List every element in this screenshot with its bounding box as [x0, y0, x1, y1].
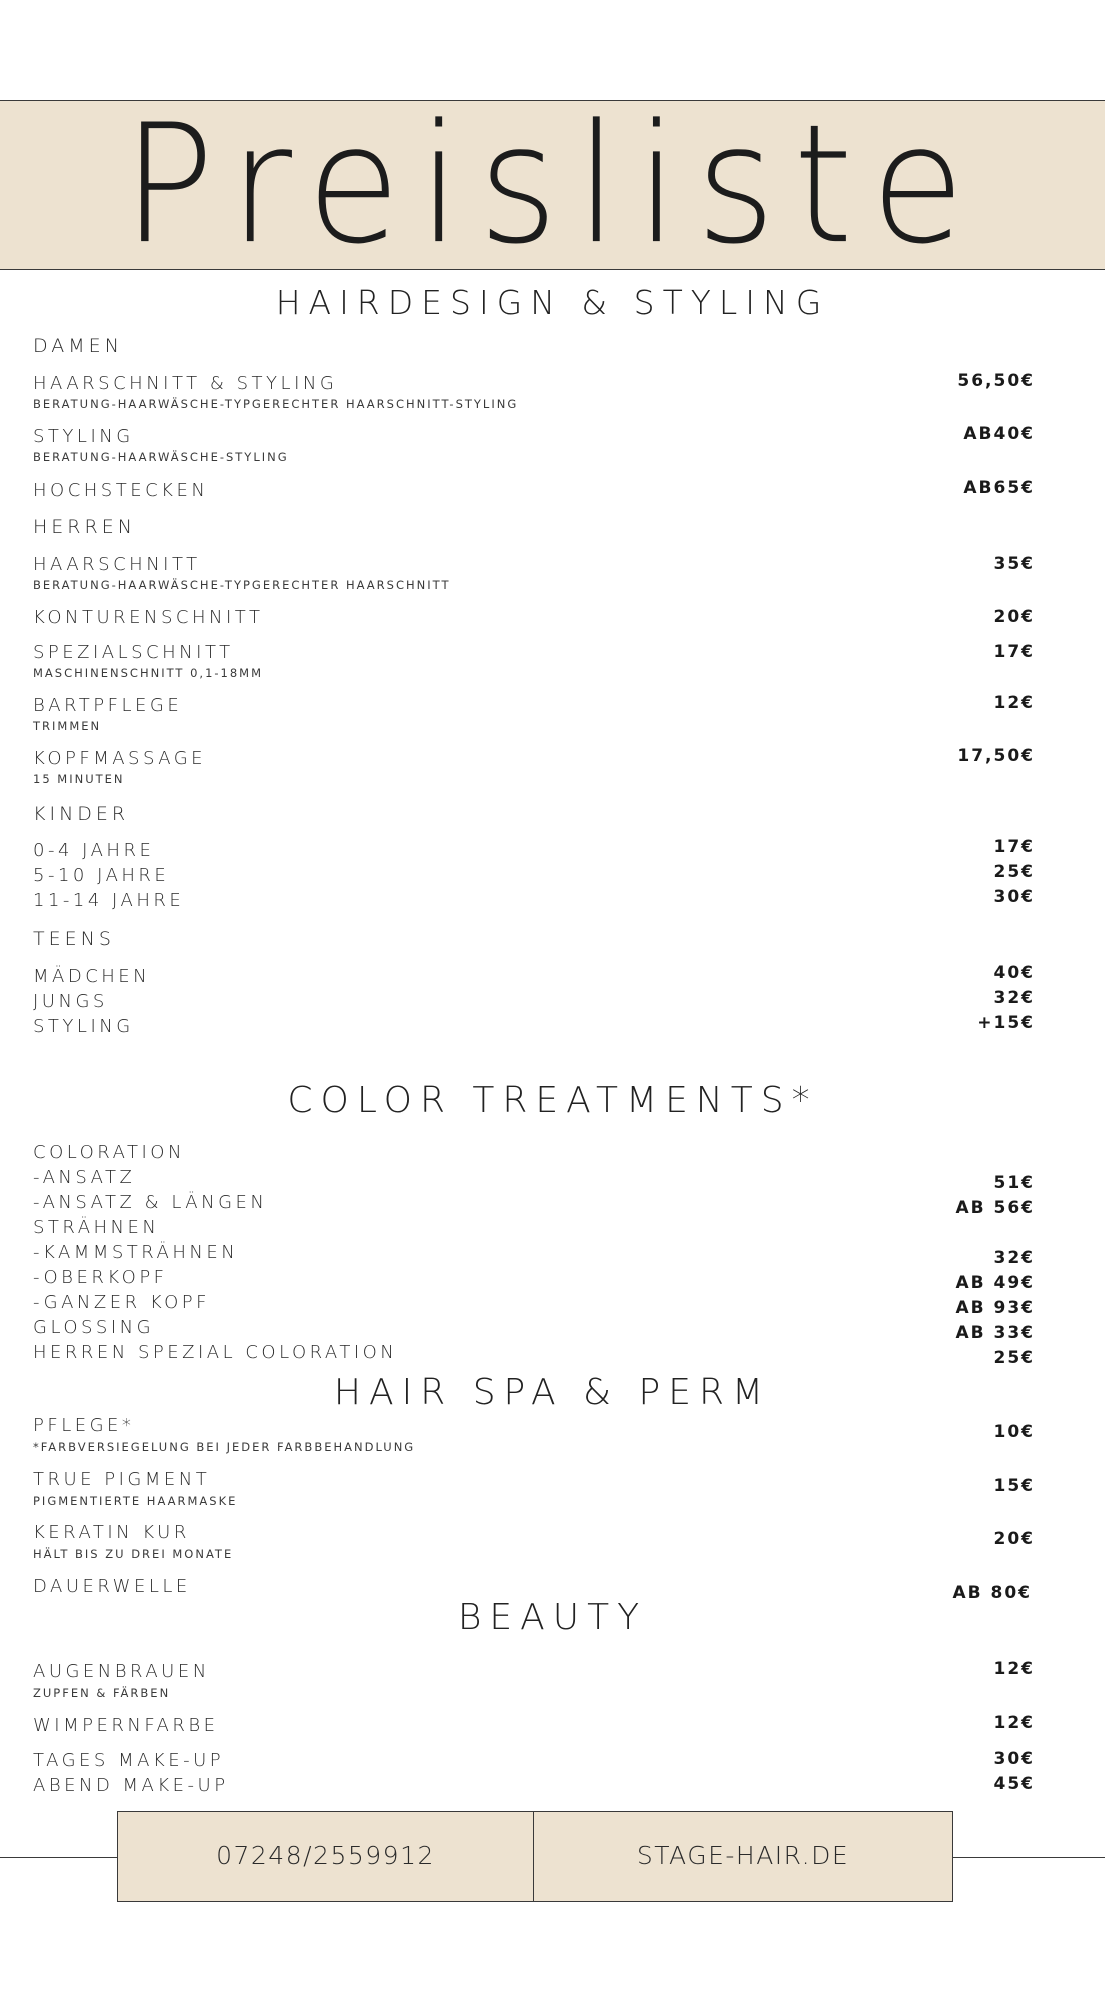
section-heading-hair-spa: HAIR SPA & PERM [333, 1372, 772, 1413]
item-damen-haarschnitt-desc: BERATUNG-HAARWÄSCHE-TYPGERECHTER HAARSCHNITT-STYLING [33, 397, 519, 411]
price-damen-haarschnitt: 56,50€ [957, 371, 1035, 391]
category-herren: HERREN [33, 516, 136, 538]
item-bartpflege-desc: TRIMMEN [33, 719, 102, 733]
price-oberkopf: AB 49€ [955, 1273, 1035, 1293]
item-damen-styling-desc: BERATUNG-HAARWÄSCHE-STYLING [33, 450, 289, 464]
item-herren-spezial-coloration: HERREN SPEZIAL COLORATION [33, 1342, 398, 1363]
title-banner [0, 88, 1105, 281]
item-konturenschnitt: KONTURENSCHNITT [33, 607, 264, 628]
item-coloration: COLORATION [33, 1142, 185, 1163]
item-damen-styling: STYLING [33, 426, 134, 447]
item-glossing: GLOSSING [33, 1317, 155, 1338]
item-teens-styling: STYLING [33, 1016, 134, 1037]
price-bartpflege: 12€ [993, 693, 1035, 713]
section-heading-color-treatments: COLOR TREATMENTS* [287, 1080, 818, 1121]
price-abend-make-up: 45€ [993, 1774, 1035, 1794]
price-kinder-0-4: 17€ [993, 837, 1035, 857]
price-pflege: 10€ [993, 1422, 1035, 1442]
item-tages-make-up: TAGES MAKE-UP [33, 1750, 225, 1771]
price-kammstraehnen: 32€ [993, 1248, 1035, 1268]
item-keratin-kur-desc: HÄLT BIS ZU DREI MONATE [33, 1547, 234, 1561]
category-kinder: KINDER [33, 803, 130, 825]
category-damen: DAMEN [33, 335, 123, 357]
item-kinder-11-14: 11-14 JAHRE [33, 890, 185, 911]
price-herren-haarschnitt: 35€ [993, 554, 1035, 574]
price-konturenschnitt: 20€ [993, 607, 1035, 627]
item-abend-make-up: ABEND MAKE-UP [33, 1775, 229, 1796]
item-spezialschnitt: SPEZIALSCHNITT [33, 642, 234, 663]
item-bartpflege: BARTPFLEGE [33, 695, 183, 716]
item-teens-jungs: JUNGS [33, 991, 108, 1012]
price-spezialschnitt: 17€ [993, 642, 1035, 662]
item-kopfmassage-desc: 15 MINUTEN [33, 772, 125, 786]
price-tages-make-up: 30€ [993, 1749, 1035, 1769]
price-glossing: AB 33€ [955, 1323, 1035, 1343]
item-pflege-desc: *FARBVERSIEGELUNG BEI JEDER FARBBEHANDLUNG [33, 1440, 416, 1454]
item-pflege: PFLEGE* [33, 1415, 135, 1436]
item-oberkopf: -OBERKOPF [33, 1267, 168, 1288]
price-dauerwelle: AB 80€ [952, 1583, 1032, 1603]
price-ansatz-laengen: AB 56€ [955, 1198, 1035, 1218]
price-herren-spezial-coloration: 25€ [993, 1348, 1035, 1368]
footer-website[interactable]: STAGE-HAIR.DE [534, 1811, 953, 1902]
price-ganzer-kopf: AB 93€ [955, 1298, 1035, 1318]
item-ansatz-laengen: -ANSATZ & LÄNGEN [33, 1192, 268, 1213]
item-true-pigment: TRUE PIGMENT [33, 1469, 211, 1490]
item-herren-haarschnitt-desc: BERATUNG-HAARWÄSCHE-TYPGERECHTER HAARSCHNITT [33, 578, 451, 592]
category-teens: TEENS [33, 928, 115, 950]
price-damen-styling: AB40€ [963, 424, 1035, 444]
item-ansatz: -ANSATZ [33, 1167, 136, 1188]
item-kinder-0-4: 0-4 JAHRE [33, 840, 155, 861]
item-ganzer-kopf: -GANZER KOPF [33, 1292, 211, 1313]
item-damen-haarschnitt: HAARSCHNITT & STYLING [33, 373, 338, 394]
item-kinder-5-10: 5-10 JAHRE [33, 865, 170, 886]
item-wimpernfarbe: WIMPERNFARBE [33, 1715, 219, 1736]
footer-phone[interactable]: 07248/2559912 [117, 1811, 534, 1902]
item-true-pigment-desc: PIGMENTIERTE HAARMASKE [33, 1494, 238, 1508]
section-heading-beauty: BEAUTY [457, 1597, 648, 1638]
page-title: Preisliste [122, 88, 983, 281]
item-herren-haarschnitt: HAARSCHNITT [33, 554, 201, 575]
item-kammstraehnen: -KAMMSTRÄHNEN [33, 1242, 239, 1263]
item-augenbrauen-desc: ZUPFEN & FÄRBEN [33, 1686, 171, 1700]
item-spezialschnitt-desc: MASCHINENSCHNITT 0,1-18MM [33, 666, 264, 680]
price-hochstecken: AB65€ [963, 478, 1035, 498]
section-heading-hairdesign: HAIRDESIGN & STYLING [275, 283, 830, 322]
item-kopfmassage: KOPFMASSAGE [33, 748, 207, 769]
item-keratin-kur: KERATIN KUR [33, 1522, 190, 1543]
price-kopfmassage: 17,50€ [957, 746, 1035, 766]
item-hochstecken: HOCHSTECKEN [33, 480, 209, 501]
item-dauerwelle: DAUERWELLE [33, 1576, 191, 1597]
price-kinder-5-10: 25€ [993, 862, 1035, 882]
item-straehnen: STRÄHNEN [33, 1217, 160, 1238]
price-augenbrauen: 12€ [993, 1659, 1035, 1679]
price-teens-maedchen: 40€ [993, 963, 1035, 983]
price-kinder-11-14: 30€ [993, 887, 1035, 907]
price-teens-styling: +15€ [977, 1013, 1035, 1033]
item-augenbrauen: AUGENBRAUEN [33, 1661, 210, 1682]
price-wimpernfarbe: 12€ [993, 1713, 1035, 1733]
price-keratin-kur: 20€ [993, 1529, 1035, 1549]
price-ansatz: 51€ [993, 1173, 1035, 1193]
item-teens-maedchen: MÄDCHEN [33, 966, 151, 987]
price-true-pigment: 15€ [993, 1476, 1035, 1496]
price-teens-jungs: 32€ [993, 988, 1035, 1008]
